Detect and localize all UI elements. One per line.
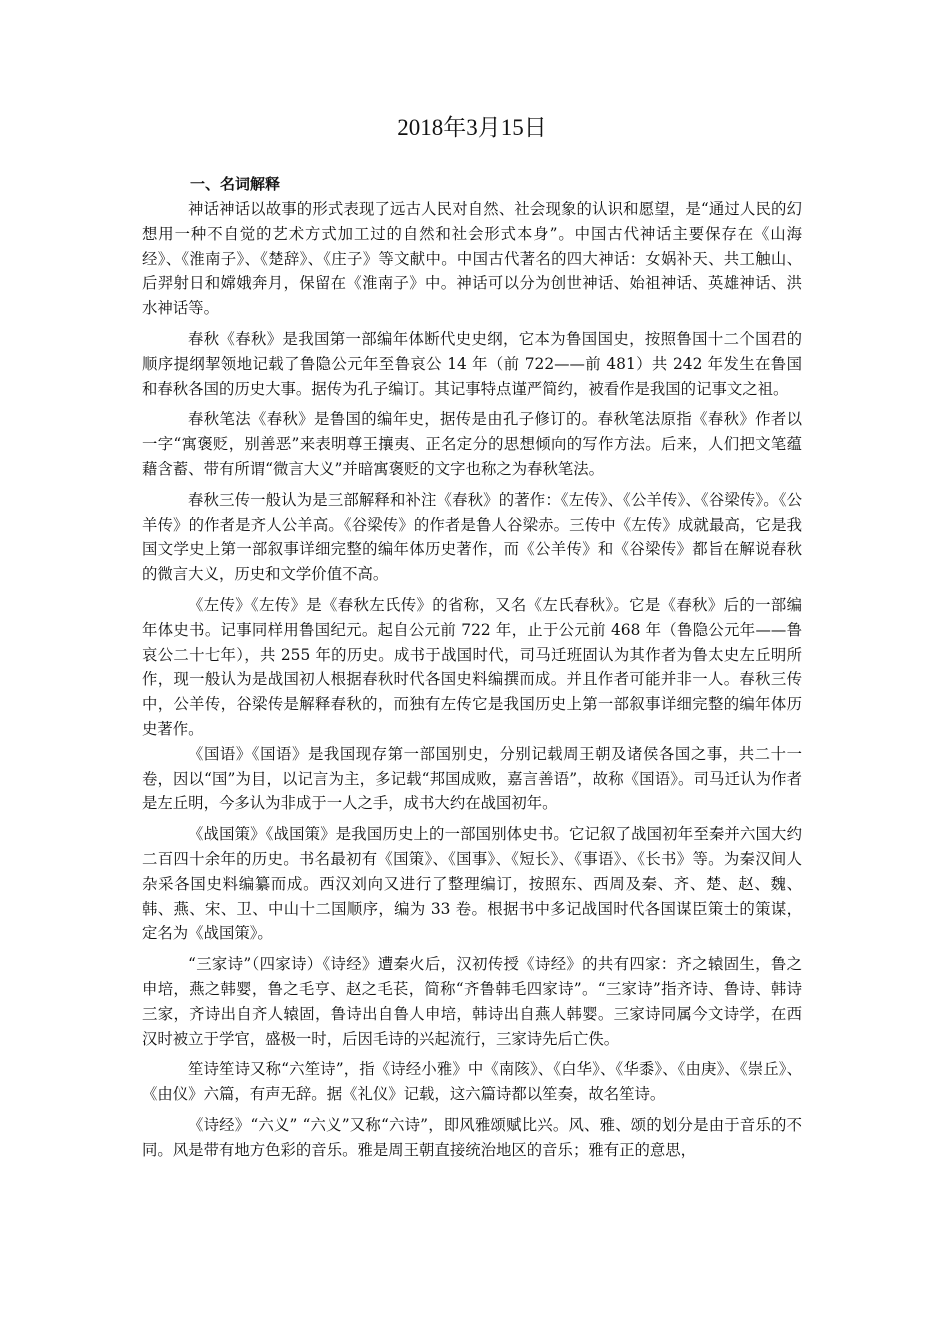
paragraph-chunqiu-bifa: 春秋笔法《春秋》是鲁国的编年史，据传是由孔子修订的。春秋笔法原指《春秋》作者以一字“寓褒贬，别善恶”来表明尊王攘夷、正名定分的思想倾向的写作方法。后来，人们把文笔蕴藉含蓄、带有所谓“微言大义”并暗寓褒贬的文字也称之为春秋笔法。 bbox=[142, 410, 802, 478]
paragraph-zuozhuan: 《左传》《左传》是《春秋左氏传》的省称，又名《左氏春秋》。它是《春秋》后的一部编年体史书。记事同样用鲁国纪元。起自公元前 722 年，止于公元前 468 年（鲁隐公元年——鲁哀公二十七年），共 255 年的历史。成书于战国时代，司马迁班固认为其作者为鲁太史左丘明所作，现一般认为是战国初人根据春秋时代各国史料编撰而成。并且作者可能并非一人。春秋三传中，公羊传，谷梁传是解释春秋的，而独有左传它是我国历史上第一部叙事详细完整的编年体历史著作。 bbox=[142, 595, 802, 738]
section-heading: 一、名词解释 bbox=[190, 175, 281, 193]
paragraph-shengshi: 笙诗笙诗又称“六笙诗”，指《诗经小雅》中《南陔》、《白华》、《华黍》、《由庚》、《崇丘》、《由仪》六篇，有声无辞。据《礼仪》记载，这六篇诗都以笙奏，故名笙诗。 bbox=[142, 1060, 802, 1104]
paragraph-shijing-liuyi: 《诗经》“六义” “六义”又称“六诗”，即风雅颂赋比兴。风、雅、颂的划分是由于音乐的不同。风是带有地方色彩的音乐。雅是周王朝直接统治地区的音乐；雅有正的意思， bbox=[142, 1115, 802, 1159]
paragraph-chunqiu: 春秋《春秋》是我国第一部编年体断代史史纲，它本为鲁国国史，按照鲁国十二个国君的顺序提纲挈领地记载了鲁隐公元年至鲁哀公 14 年（前 722——前 481）共 242 年发生在鲁国和春秋各国的历史大事。据传为孔子编订。其记事特点谨严简约，被看作是我国的记事文之祖。 bbox=[142, 329, 802, 398]
paragraph-guoyu: 《国语》《国语》是我国现存第一部国别史，分别记载周王朝及诸侯各国之事，共二十一卷，因以“国”为目，以记言为主，多记载“邦国成败，嘉言善语”，故称《国语》。司马迁认为作者是左丘明，今多认为非成于一人之手，成书大约在战国初年。 bbox=[142, 744, 802, 813]
paragraph-sanjiashi: “三家诗”（四家诗）《诗经》遭秦火后，汉初传授《诗经》的共有四家：齐之辕固生，鲁之申培，燕之韩婴，鲁之毛亨、赵之毛苌，简称“齐鲁韩毛四家诗”。“三家诗”指齐诗、鲁诗、韩诗三家，齐诗出自齐人辕固，鲁诗出自鲁人申培，韩诗出自燕人韩婴。三家诗同属今文诗学，在西汉时被立于学官，盛极一时，后因毛诗的兴起流行，三家诗先后亡佚。 bbox=[142, 955, 802, 1048]
paragraph-chunqiu-sanzhuan: 春秋三传一般认为是三部解释和补注《春秋》的著作：《左传》、《公羊传》、《谷梁传》。《公羊传》的作者是齐人公羊高。《谷梁传》的作者是鲁人谷梁赤。三传中《左传》成就最高，它是我国文学史上第一部叙事详细完整的编年体历史著作，而《公羊传》和《谷梁传》都旨在解说春秋的微言大义，历史和文学价值不高。 bbox=[142, 490, 802, 584]
paragraph-shenhua: 神话神话以故事的形式表现了远古人民对自然、社会现象的认识和愿望，是“通过人民的幻想用一种不自觉的艺术方式加工过的自然和社会形式本身”。中国古代神话主要保存在《山海经》、《淮南子》、《楚辞》、《庄子》等文献中。中国古代著名的四大神话：女娲补天、共工触山、后羿射日和嫦娥奔月，保留在《淮南子》中。神话可以分为创世神话、始祖神话、英雄神话、洪水神话等。 bbox=[142, 200, 802, 318]
document-title: 2018年3月15日 bbox=[397, 115, 547, 140]
paragraph-zhanguoce: 《战国策》《战国策》是我国历史上的一部国别体史书。它记叙了战国初年至秦并六国大约二百四十余年的历史。书名最初有《国策》、《国事》、《短长》、《事语》、《长书》等。为秦汉间人杂采各国史料编纂而成。西汉刘向又进行了整理编订，按照东、西周及秦、齐、楚、赵、魏、韩、燕、宋、卫、中山十二国顺序，编为 33 卷。根据书中多记战国时代各国谋臣策士的策谋，定名为《战国策》。 bbox=[142, 825, 802, 943]
